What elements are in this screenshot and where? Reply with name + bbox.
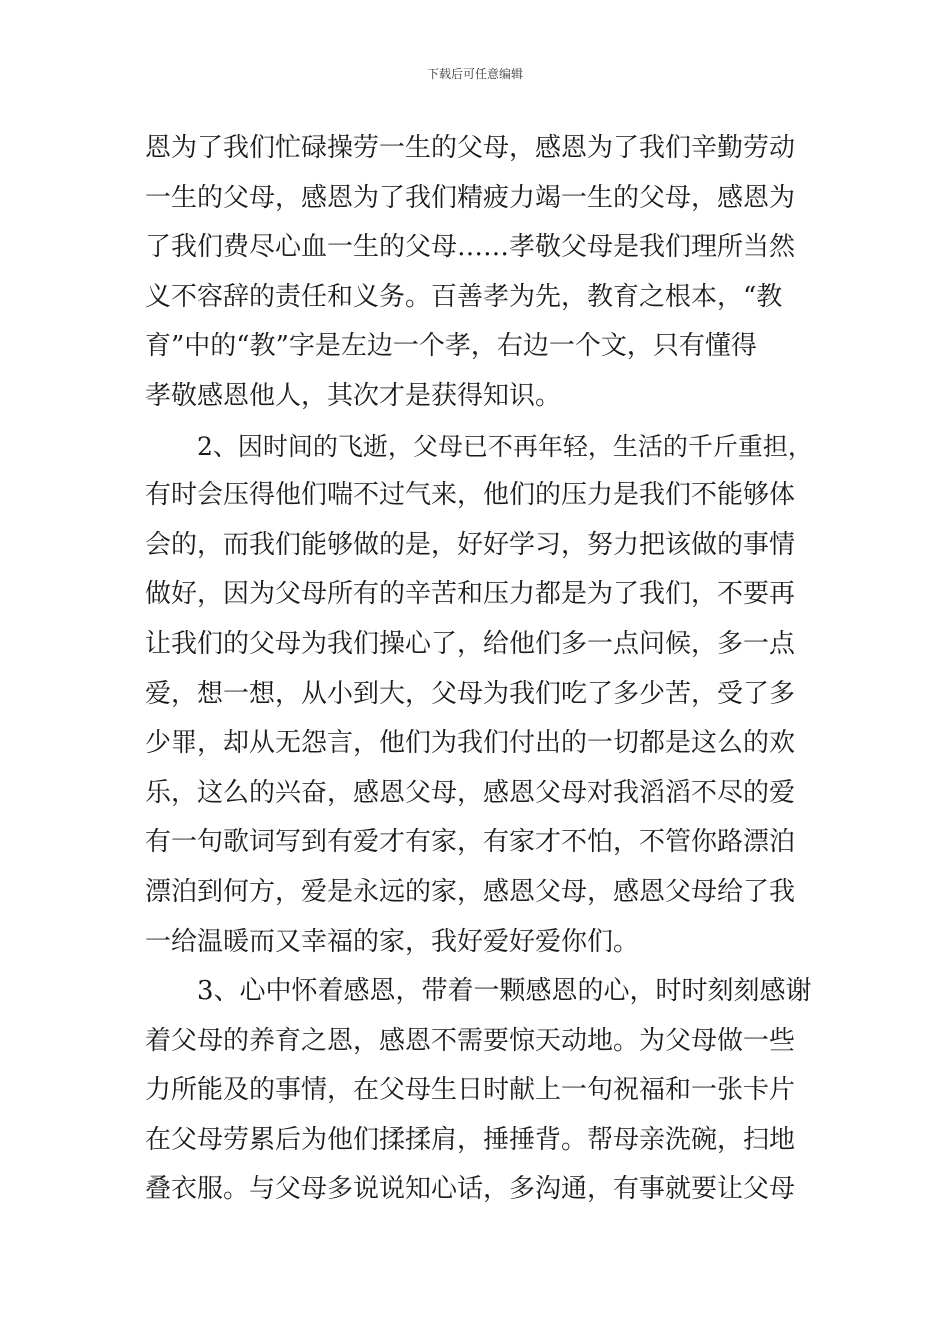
paragraph-2-first-line: 2、因时间的飞逝，父母已不再年轻，生活的千斤重担， [197, 431, 813, 461]
text-line: 漂泊到何方，爱是永远的家，感恩父母，感恩父母给了我 [145, 876, 796, 907]
text-line: 在父母劳累后为他们揉揉肩，捶捶背。帮母亲洗碗，扫地 [145, 1124, 796, 1155]
text-line: 义不容辞的责任和义务。百善孝为先，教育之根本，“教 [145, 281, 783, 312]
page-header: 下载后可任意编辑 [426, 67, 523, 81]
text-line: 孝敬感恩他人，其次才是获得知识。 [145, 380, 562, 411]
text-line: 会的，而我们能够做的是，好好学习，努力把该做的事情 [145, 529, 796, 560]
text-line: 着父母的养育之恩，感恩不需要惊天动地。为父母做一些 [145, 1025, 796, 1056]
text-line: 让我们的父母为我们操心了，给他们多一点问候，多一点 [145, 628, 796, 659]
text-line: 爱，想一想，从小到大，父母为我们吃了多少苦，受了多 [145, 678, 796, 709]
document-body [145, 124, 820, 1215]
text-line: 少罪，却从无怨言，他们为我们付出的一切都是这么的欢 [145, 728, 796, 759]
text-line: 了我们费尽心血一生的父母……孝敬父母是我们理所当然 [145, 232, 796, 263]
text-line: 一给温暖而又幸福的家，我好爱好爱你们。 [145, 926, 640, 957]
paragraph-3-first-line: 3、心中怀着感恩，带着一颗感恩的心，时时刻刻感谢 [197, 976, 812, 1007]
text-line: 恩为了我们忙碌操劳一生的父母，感恩为了我们辛勤劳动 [145, 133, 796, 163]
text-line: 有一句歌词写到有爱才有家，有家才不怕，不管你路漂泊 [145, 827, 796, 858]
text-line: 有时会压得他们喘不过气来，他们的压力是我们不能够体 [145, 480, 796, 511]
text-line: 乐，这么的兴奋，感恩父母，感恩父母对我滔滔不尽的爱 [145, 777, 796, 808]
text-line: 力所能及的事情，在父母生日时献上一句祝福和一张卡片 [145, 1075, 796, 1106]
text-line: 育”中的“教”字是左边一个孝，右边一个文，只有懂得 [145, 331, 757, 362]
text-line: 叠衣服。与父母多说说知心话，多沟通，有事就要让父母 [145, 1174, 796, 1205]
text-line: 一生的父母，感恩为了我们精疲力竭一生的父母，感恩为 [145, 182, 796, 213]
text-line: 做好，因为父母所有的辛苦和压力都是为了我们，不要再 [145, 579, 796, 610]
